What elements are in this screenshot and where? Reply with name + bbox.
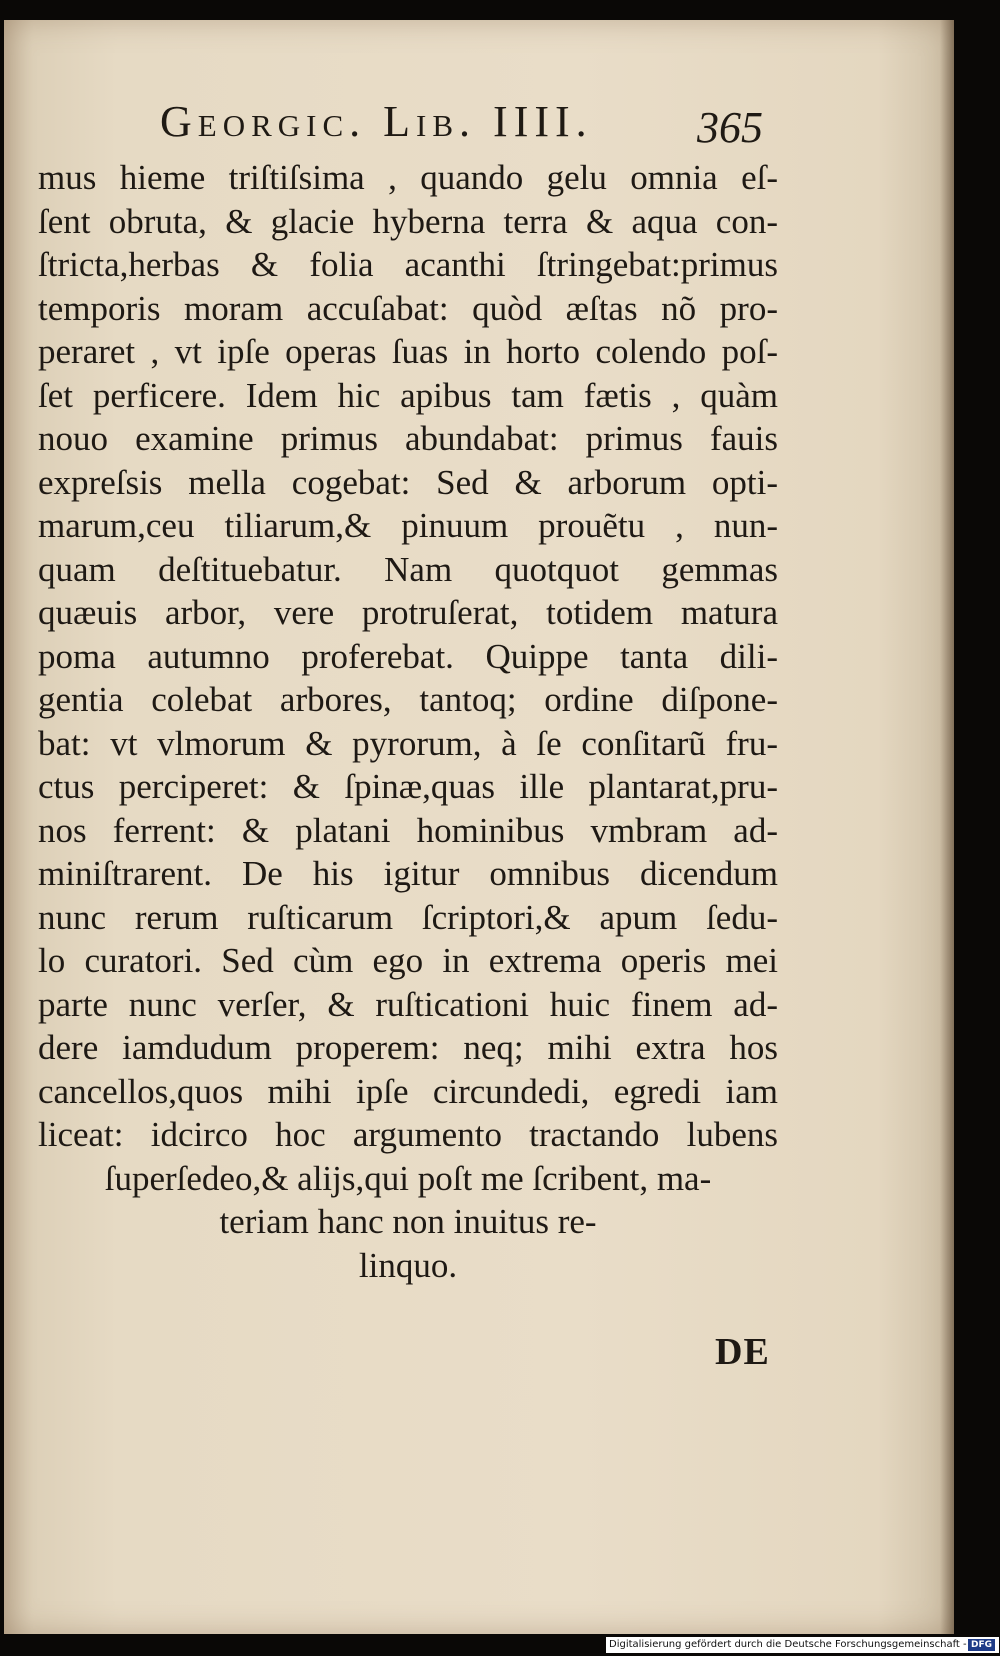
digitization-footer xyxy=(606,1637,999,1653)
text-line: liceat: idcirco hoc argumento tractando lubens xyxy=(38,1115,778,1154)
running-title: Georgic. Lib. IIII. xyxy=(160,97,593,146)
text-line: lo curatori. Sed cùm ego in extrema operis mei xyxy=(38,941,778,980)
page-number: 365 xyxy=(697,103,763,152)
text-line: gentia colebat arbores, tantoq; ordine diſpone- xyxy=(38,680,778,719)
text-line: poma autumno proferebat. Quippe tanta dili- xyxy=(38,636,778,676)
footer-text: Digitalisierung gefördert durch die Deutsche Forschungsgemeinschaft - xyxy=(609,1639,967,1650)
text-line: parte nunc verſer, & ruſticationi huic finem ad- xyxy=(38,984,778,1024)
text-line: cancellos,quos mihi ipſe circundedi, egredi iam xyxy=(38,1071,778,1111)
catchword: DE xyxy=(715,1331,770,1373)
text-line: nos ferrent: & platani hominibus vmbram ad- xyxy=(38,810,778,850)
text-block xyxy=(38,156,778,1287)
text-line: ctus perciperet: & ſpinæ,quas ille plantarat,pru- xyxy=(38,767,778,806)
text-line: quam deſtituebatur. Nam quotquot gemmas xyxy=(38,549,778,589)
closing-line: linquo. xyxy=(358,1245,458,1285)
text-line: peraret , vt ipſe operas ſuas in horto colendo poſ- xyxy=(38,332,778,371)
text-line: expreſsis mella cogebat: Sed & arborum opti- xyxy=(38,462,778,502)
running-head xyxy=(160,96,763,152)
text-line: ſtricta,herbas & folia acanthi ſtringebat:primus xyxy=(38,245,778,284)
text-line: ſet perficere. Idem hic apibus tam fætis , quàm xyxy=(38,375,778,415)
text-line: marum,ceu tiliarum,& pinuum prouẽtu , nun- xyxy=(38,506,778,545)
text-line: nouo examine primus abundabat: primus fauis xyxy=(38,419,778,458)
text-line: mus hieme triſtiſsima , quando gelu omnia eſ- xyxy=(38,158,778,197)
page-edge-shadow xyxy=(940,20,954,1634)
text-line: bat: vt vlmorum & pyrorum, à ſe conſitarũ fru- xyxy=(38,723,778,763)
text-line: temporis moram accuſabat: quòd æſtas nõ pro- xyxy=(38,288,778,328)
text-line: dere iamdudum properem: neq; mihi extra hos xyxy=(38,1028,778,1067)
text-line: ſent obruta, & glacie hyberna terra & aqua con- xyxy=(38,201,778,241)
text-line: quæuis arbor, vere protruſerat, totidem matura xyxy=(38,593,778,632)
text-line: nunc rerum ruſticarum ſcriptori,& apum ſedu- xyxy=(38,897,778,937)
closing-line: ſuperſedeo,& alijs,qui poſt me ſcribent, ma- xyxy=(104,1158,712,1198)
closing-line: teriam hanc non inuitus re- xyxy=(219,1202,597,1241)
text-line: miniſtrarent. De his igitur omnibus dicendum xyxy=(38,854,778,893)
dfg-logo: DFG xyxy=(968,1639,995,1651)
